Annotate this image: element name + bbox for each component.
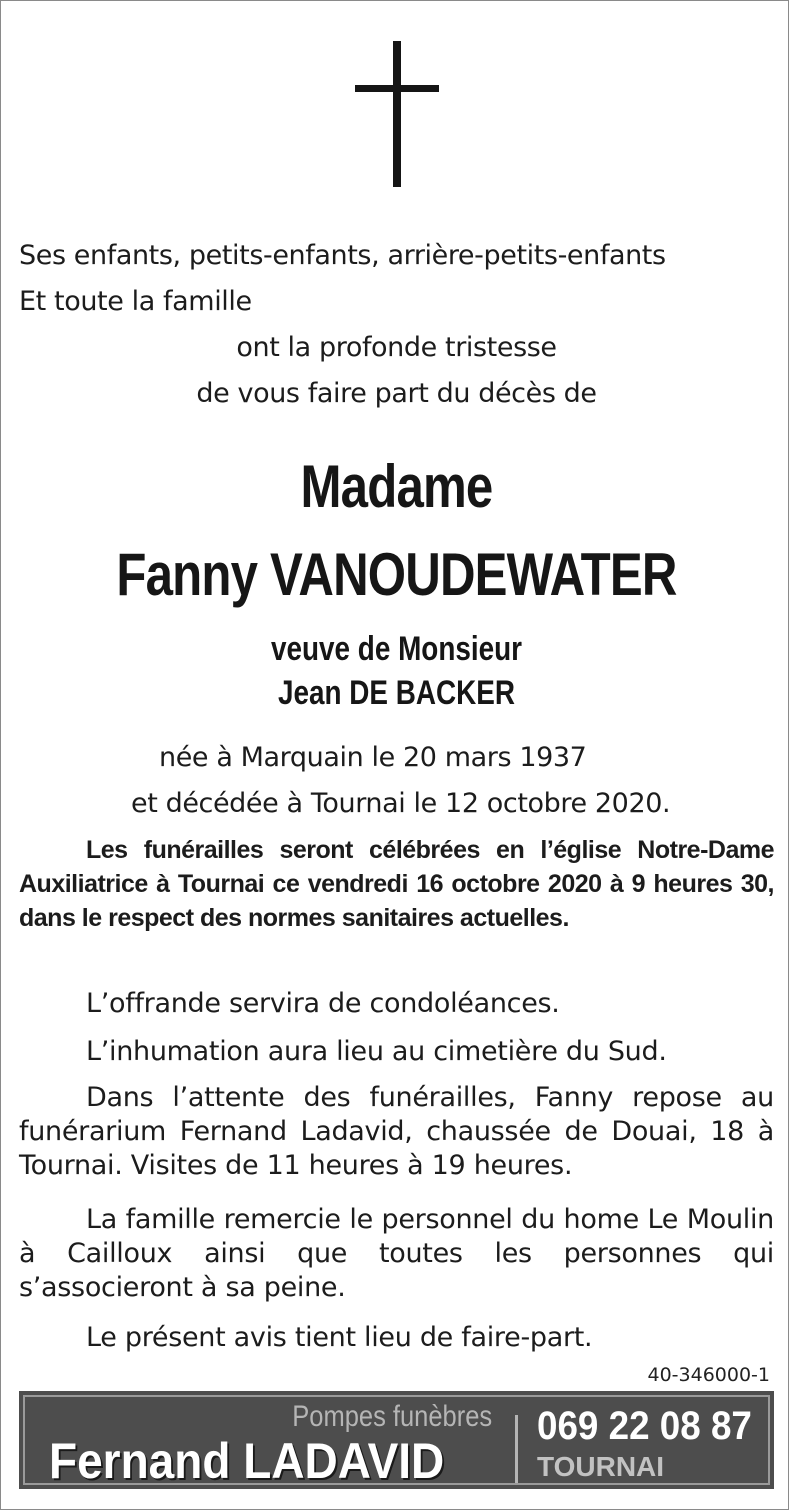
intro-announce-line: de vous faire part du décès de (196, 378, 597, 409)
spouse-name: Jean DE BACKER (277, 674, 516, 712)
funeral-home-banner (19, 1391, 774, 1489)
banner-subtitle: Pompes funèbres (292, 1400, 492, 1433)
death-line: et décédée à Tournai le 12 octobre 2020. (131, 788, 671, 819)
offering-paragraph: L’offrande servira de condoléances. (86, 988, 560, 1019)
banner-phone: 069 22 08 87 (537, 1404, 752, 1448)
viewing-paragraph: Dans l’attente des funérailles, Fanny repose au funérarium Fernand Ladavid, chaussée de Douai, 18 à Tournai. Visites de 11 heures à 19 heures. (19, 1082, 774, 1181)
banner-divider (515, 1415, 518, 1483)
notice-paragraph: Le présent avis tient lieu de faire-part. (86, 1322, 593, 1353)
deceased-title: Madame (300, 453, 493, 520)
banner-frame (23, 1395, 770, 1489)
widow-line: veuve de Monsieur (270, 630, 522, 668)
burial-paragraph: L’inhumation aura lieu au cimetière du Sud. (86, 1036, 667, 1067)
cross-icon (355, 41, 439, 187)
banner-company-name: Fernand LADAVID (49, 1433, 445, 1489)
birth-line: née à Marquain le 20 mars 1937 (159, 742, 587, 773)
deceased-name: Fanny VANOUDEWATER (116, 541, 677, 608)
reference-number: 40-346000-1 (647, 1364, 770, 1386)
intro-sorrow-line: ont la profonde tristesse (236, 332, 557, 363)
intro-family-line: Ses enfants, petits-enfants, arrière-petits-enfants (19, 240, 666, 271)
funeral-paragraph: Les funérailles seront célébrées en l’église Notre-Dame Auxiliatrice à Tournai ce vendredi 16 octobre 2020 à 9 heures 30, dans le respect des normes sanitaires actuelles. (19, 836, 774, 932)
banner-city: TOURNAI (537, 1451, 665, 1482)
thanks-paragraph: La famille remercie le personnel du home Le Moulin à Cailloux ainsi que toutes les personnes qui s’associeront à sa peine. (19, 1204, 774, 1303)
intro-family-line-2: Et toute la famille (19, 286, 252, 317)
